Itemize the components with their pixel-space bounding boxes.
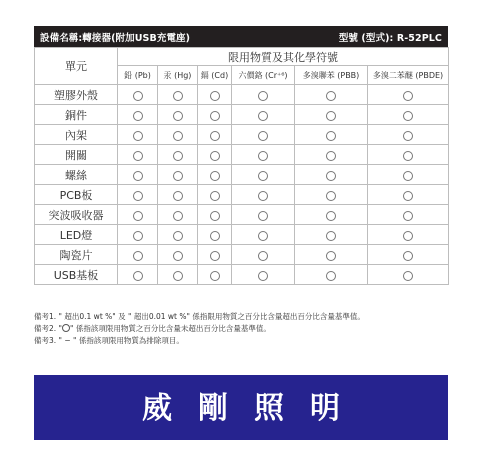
table-cell bbox=[158, 185, 198, 205]
substance-header-cadmium: 鎘 (Cd) bbox=[198, 66, 232, 85]
compliant-circle-icon bbox=[133, 111, 143, 121]
table-row bbox=[35, 185, 449, 205]
header-bar bbox=[34, 26, 448, 47]
compliant-circle-icon bbox=[133, 171, 143, 181]
compliant-circle-icon bbox=[173, 151, 183, 161]
table-cell bbox=[198, 205, 232, 225]
compliant-circle-icon bbox=[210, 251, 220, 261]
compliant-circle-icon bbox=[326, 111, 336, 121]
substance-header-pbde: 多溴二苯醚 (PBDE) bbox=[368, 66, 449, 85]
table-cell bbox=[295, 245, 368, 265]
compliant-circle-icon bbox=[210, 111, 220, 121]
table-cell bbox=[295, 205, 368, 225]
compliant-circle-icon bbox=[173, 251, 183, 261]
table-cell bbox=[295, 265, 368, 285]
compliant-circle-icon bbox=[133, 251, 143, 261]
device-name: 設備名稱:轉接器(附加USB充電座) bbox=[40, 32, 191, 44]
compliant-circle-icon bbox=[173, 211, 183, 221]
table-cell bbox=[232, 105, 295, 125]
table-cell bbox=[118, 265, 158, 285]
compliant-circle-icon bbox=[173, 111, 183, 121]
row-label: 內架 bbox=[35, 125, 118, 145]
compliant-circle-icon bbox=[326, 151, 336, 161]
compliant-circle-icon bbox=[403, 251, 413, 261]
table-cell bbox=[118, 245, 158, 265]
row-label: 銅件 bbox=[35, 105, 118, 125]
compliant-circle-icon bbox=[258, 231, 268, 241]
table-cell bbox=[295, 165, 368, 185]
table-cell bbox=[198, 225, 232, 245]
table-cell bbox=[232, 145, 295, 165]
table-cell bbox=[232, 225, 295, 245]
compliant-circle-icon bbox=[258, 251, 268, 261]
row-label: USB基板 bbox=[35, 265, 118, 285]
compliant-circle-icon bbox=[258, 191, 268, 201]
restricted-substances-table bbox=[34, 47, 449, 285]
table-row bbox=[35, 205, 449, 225]
table-cell bbox=[118, 125, 158, 145]
compliant-circle-icon bbox=[133, 151, 143, 161]
row-label: 螺絲 bbox=[35, 165, 118, 185]
compliant-circle-icon bbox=[403, 271, 413, 281]
table-cell bbox=[158, 125, 198, 145]
table-row bbox=[35, 265, 449, 285]
compliant-circle-icon bbox=[326, 231, 336, 241]
table-cell bbox=[295, 125, 368, 145]
table-cell bbox=[368, 205, 449, 225]
model-number: 型號 (型式): R-52PLC bbox=[338, 32, 442, 44]
compliant-circle-icon bbox=[133, 271, 143, 281]
compliant-circle-icon bbox=[173, 91, 183, 101]
table-row bbox=[35, 245, 449, 265]
table-cell bbox=[368, 225, 449, 245]
compliant-circle-icon bbox=[403, 91, 413, 101]
notes bbox=[34, 311, 464, 347]
table-cell bbox=[158, 105, 198, 125]
table-row bbox=[35, 145, 449, 165]
compliant-circle-icon bbox=[258, 211, 268, 221]
brand-banner bbox=[34, 375, 448, 440]
compliant-circle-icon bbox=[210, 151, 220, 161]
compliant-circle-icon bbox=[62, 324, 70, 332]
table-cell bbox=[118, 105, 158, 125]
brand-name: 威剛照明 bbox=[142, 390, 366, 426]
table-row bbox=[35, 125, 449, 145]
compliant-circle-icon bbox=[326, 251, 336, 261]
compliant-circle-icon bbox=[210, 231, 220, 241]
table-cell bbox=[118, 225, 158, 245]
compliant-circle-icon bbox=[403, 191, 413, 201]
compliant-circle-icon bbox=[133, 231, 143, 241]
compliant-circle-icon bbox=[258, 171, 268, 181]
table-cell bbox=[232, 85, 295, 105]
table-cell bbox=[295, 145, 368, 165]
compliant-circle-icon bbox=[258, 91, 268, 101]
table-cell bbox=[198, 145, 232, 165]
table-cell bbox=[295, 85, 368, 105]
table-cell bbox=[232, 185, 295, 205]
compliant-circle-icon bbox=[173, 231, 183, 241]
table-cell bbox=[158, 245, 198, 265]
row-label: 突波吸收器 bbox=[35, 205, 118, 225]
table-cell bbox=[198, 85, 232, 105]
row-label: LED燈 bbox=[35, 225, 118, 245]
compliant-circle-icon bbox=[133, 131, 143, 141]
compliant-circle-icon bbox=[210, 271, 220, 281]
row-label: 陶瓷片 bbox=[35, 245, 118, 265]
compliant-circle-icon bbox=[403, 171, 413, 181]
table-cell bbox=[368, 185, 449, 205]
substances-group-header: 限用物質及其化學符號 bbox=[118, 48, 449, 66]
compliant-circle-icon bbox=[326, 191, 336, 201]
table-row bbox=[35, 165, 449, 185]
note-1: 備考1. " 超出0.1 wt %" 及 " 超出0.01 wt %" 係指限用物質之百分比含量超出百分比含量基準值。 bbox=[34, 312, 365, 321]
compliant-circle-icon bbox=[210, 211, 220, 221]
table-cell bbox=[118, 165, 158, 185]
table-cell bbox=[158, 85, 198, 105]
table-cell bbox=[158, 225, 198, 245]
row-label: 塑膠外殼 bbox=[35, 85, 118, 105]
compliant-circle-icon bbox=[173, 271, 183, 281]
row-label: 開關 bbox=[35, 145, 118, 165]
table-cell bbox=[295, 105, 368, 125]
table-cell bbox=[198, 165, 232, 185]
unit-header: 單元 bbox=[35, 48, 118, 85]
table-cell bbox=[158, 265, 198, 285]
substance-header-chromium: 六價鉻 (Cr⁺⁶) bbox=[232, 66, 295, 85]
table-cell bbox=[232, 245, 295, 265]
table-cell bbox=[232, 265, 295, 285]
note-2-suffix: " 係指該項限用物質之百分比含量未超出百分比含量基準值。 bbox=[70, 324, 271, 333]
table-row bbox=[35, 105, 449, 125]
compliant-circle-icon bbox=[326, 211, 336, 221]
table-cell bbox=[198, 245, 232, 265]
compliant-circle-icon bbox=[258, 111, 268, 121]
substance-header-pbb: 多溴聯苯 (PBB) bbox=[295, 66, 368, 85]
compliant-circle-icon bbox=[326, 131, 336, 141]
table-cell bbox=[198, 185, 232, 205]
table-cell bbox=[295, 185, 368, 205]
table-cell bbox=[368, 85, 449, 105]
table-cell bbox=[368, 125, 449, 145]
table-row bbox=[35, 225, 449, 245]
compliant-circle-icon bbox=[210, 191, 220, 201]
compliant-circle-icon bbox=[326, 91, 336, 101]
compliant-circle-icon bbox=[133, 191, 143, 201]
table-cell bbox=[118, 185, 158, 205]
compliant-circle-icon bbox=[210, 131, 220, 141]
compliant-circle-icon bbox=[403, 131, 413, 141]
table-cell bbox=[158, 205, 198, 225]
table-body bbox=[35, 85, 449, 285]
table-cell bbox=[368, 265, 449, 285]
substance-header-lead: 鉛 (Pb) bbox=[118, 66, 158, 85]
compliant-circle-icon bbox=[210, 171, 220, 181]
row-label: PCB板 bbox=[35, 185, 118, 205]
compliant-circle-icon bbox=[326, 171, 336, 181]
compliant-circle-icon bbox=[258, 271, 268, 281]
compliant-circle-icon bbox=[210, 91, 220, 101]
compliant-circle-icon bbox=[403, 211, 413, 221]
note-3: 備考3. " − " 係指該項限用物質為排除項目。 bbox=[34, 336, 184, 345]
table-cell bbox=[232, 165, 295, 185]
table-cell bbox=[368, 165, 449, 185]
compliant-circle-icon bbox=[173, 171, 183, 181]
compliant-circle-icon bbox=[133, 91, 143, 101]
table-cell bbox=[295, 225, 368, 245]
table-cell bbox=[368, 105, 449, 125]
table-cell bbox=[118, 145, 158, 165]
substance-header-mercury: 汞 (Hg) bbox=[158, 66, 198, 85]
table-cell bbox=[158, 145, 198, 165]
compliant-circle-icon bbox=[258, 131, 268, 141]
table-cell bbox=[198, 105, 232, 125]
table-cell bbox=[368, 245, 449, 265]
compliant-circle-icon bbox=[403, 111, 413, 121]
table-cell bbox=[118, 85, 158, 105]
table-cell bbox=[198, 265, 232, 285]
note-2-prefix: 備考2. " bbox=[34, 324, 62, 333]
table-cell bbox=[368, 145, 449, 165]
compliant-circle-icon bbox=[403, 231, 413, 241]
table-row bbox=[35, 85, 449, 105]
compliant-circle-icon bbox=[326, 271, 336, 281]
note-2 bbox=[34, 323, 464, 335]
table-cell bbox=[158, 165, 198, 185]
table-cell bbox=[118, 205, 158, 225]
compliant-circle-icon bbox=[133, 211, 143, 221]
compliant-circle-icon bbox=[173, 191, 183, 201]
compliant-circle-icon bbox=[258, 151, 268, 161]
table-cell bbox=[198, 125, 232, 145]
compliant-circle-icon bbox=[403, 151, 413, 161]
compliant-circle-icon bbox=[173, 131, 183, 141]
table-cell bbox=[232, 205, 295, 225]
table-cell bbox=[232, 125, 295, 145]
